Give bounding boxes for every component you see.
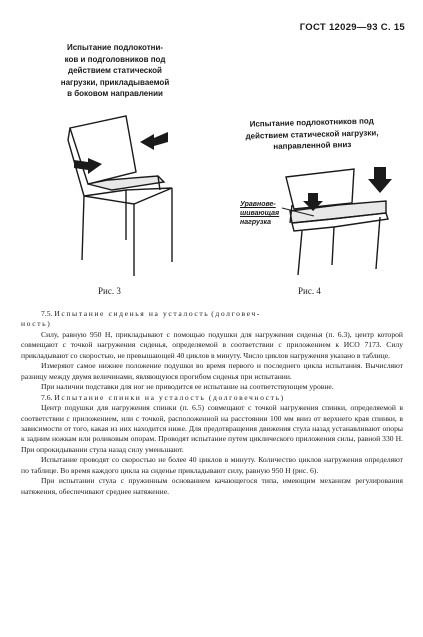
caption-line: Испытание подлокотни- <box>66 43 164 52</box>
figure-3-label: Рис. 3 <box>98 286 121 296</box>
paragraph: Измеряют самое нижнее положение подушки во время первого и последнего цикла испытания. Вычисляют разницу между двумя величинами, являющуюся прогибом сиденья при испытании. <box>21 361 403 381</box>
body-text <box>21 309 403 497</box>
section-heading-7-6 <box>21 393 403 403</box>
paragraph: Центр подушки для нагружения спинки (п. 6.5) совмещают с точкой нагружения спинки, определяемой в соответствии с приложением, или с точкой, расположенной на расстоянии 100 мм вниз от верхнего края спинки, в зависимости от того, какая из них находится ниже. Для предотвращения движения стула назад устанавливают опоры к задним ножкам или роликовым опорам. Проводят испытание путем циклического приложения силы, равной 330 Н. При опрокидывании стула назад силу уменьшают. <box>21 403 403 454</box>
section-number: 7.5. <box>41 309 53 318</box>
figure-3-caption <box>40 42 190 100</box>
section-title-tail: (долговеч- <box>211 309 261 318</box>
annotation-line: нагрузка <box>240 219 272 226</box>
section-heading-7-5 <box>21 309 403 319</box>
load-arrow-icon <box>74 158 102 174</box>
section-title-wrap: ность) <box>21 319 52 329</box>
annotation-line: шивающая <box>240 210 280 217</box>
figure-3-chair-drawing <box>48 110 198 280</box>
caption-line: действием статической нагрузки, <box>245 127 379 141</box>
down-arrow-icon <box>368 167 392 193</box>
load-arrow-icon <box>140 132 168 150</box>
caption-line: направленной вниз <box>273 139 352 152</box>
section-title: Испытание спинки на усталость (долговечность) <box>54 392 285 402</box>
caption-line: Испытание подлокотников под <box>249 116 374 129</box>
counterweight-annotation <box>240 200 286 227</box>
paragraph: При наличии подставки для ног не приводится ее испытание на соответствующем уровне. <box>41 382 334 392</box>
paragraph: При испытании стула с пружинным основанием качающегося типа, имеющим механизм регулирования натяжения, обеспечивают среднее натяжение. <box>21 476 403 496</box>
figure-4-chair-drawing <box>268 165 408 285</box>
paragraph: Испытание проводят со скоростью не более 40 циклов в минуту. Количество циклов нагружения определяют по таблице. Во время каждого цикла на сиденье прикладывают силу, равную 950 Н (рис. 6). <box>21 455 403 475</box>
annotation-leader-line <box>282 204 322 224</box>
page-header: ГОСТ 12029—93 С. 15 <box>299 22 405 33</box>
paragraph: Силу, равную 950 Н, прикладывают с помощью подушки для нагружения сиденья (п. 6.3), центр которой совмещают с точкой нагружения сиденья, определяемой в соответствии с приложением к ИСО 7173. Силу прикладывают со скоростью, не превышающей 40 циклов в минуту. Число циклов нагружения указано в таблице. <box>21 329 403 360</box>
caption-line: ков и подголовников под <box>64 54 166 64</box>
caption-line: нагрузки, прикладываемой <box>60 77 170 87</box>
caption-line: в боковом направлении <box>67 89 163 98</box>
section-number: 7.6. <box>41 392 53 402</box>
section-title: Испытание сиденья на усталость <box>54 309 210 318</box>
caption-line: действием статической <box>68 66 162 75</box>
figure-4-label: Рис. 4 <box>298 286 321 296</box>
figure-4-caption <box>222 115 403 154</box>
annotation-line: Уравнове- <box>240 201 276 208</box>
